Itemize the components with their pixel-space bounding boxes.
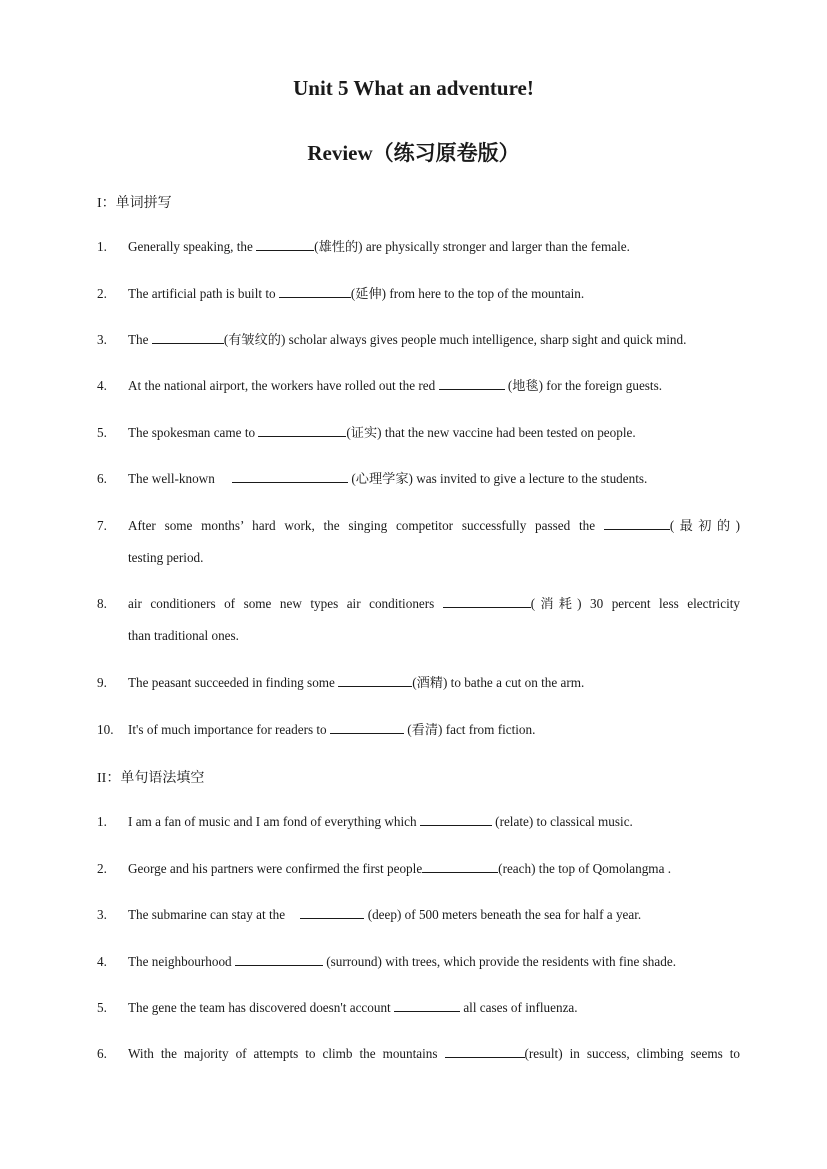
item-number: 6. (97, 1046, 107, 1061)
answer-blank[interactable] (422, 860, 498, 873)
item-text: The submarine can stay at the (128, 907, 289, 922)
item-number: 5. (97, 1000, 107, 1015)
item-number: 4. (97, 378, 107, 393)
item-number: 2. (97, 861, 107, 876)
spelling-item-5 (97, 417, 740, 449)
item-number: 10. (97, 722, 114, 737)
item-text: (证实) that the new vaccine had been tested on people. (346, 425, 636, 440)
item-text-continued: than traditional ones. (128, 628, 239, 643)
item-text: (surround) with trees, which provide the residents with fine shade. (322, 954, 676, 969)
section-heading-grammar: II：单句语法填空 (97, 771, 205, 786)
item-text: all cases of influenza. (460, 1000, 578, 1015)
answer-blank[interactable] (604, 517, 670, 530)
document-title: Unit 5 What an adventure! (293, 76, 534, 100)
spelling-item-10 (97, 714, 740, 746)
answer-blank[interactable] (235, 953, 323, 966)
item-number: 5. (97, 425, 107, 440)
item-number: 3. (97, 907, 107, 922)
item-text: The peasant succeeded in finding some (128, 675, 339, 690)
answer-blank[interactable] (338, 674, 412, 687)
item-text: The neighbourhood (128, 954, 235, 969)
item-text: The well-known (128, 471, 219, 486)
item-text: I am a fan of music and I am fond of everything which (128, 814, 420, 829)
item-text: The spokesman came to (128, 425, 259, 440)
item-text: George and his partners were confirmed the first people (128, 861, 423, 876)
answer-blank[interactable] (256, 238, 314, 251)
spelling-item-2 (97, 278, 740, 310)
item-text: The gene the team has discovered doesn't account (128, 1000, 395, 1015)
item-text: (deep) of 500 meters beneath the sea for half a year. (364, 907, 642, 922)
item-text: (reach) the top of Qomolangma . (498, 861, 672, 876)
item-number: 2. (97, 286, 107, 301)
spelling-item-9 (97, 667, 740, 699)
item-text: (地毯) for the foreign guests. (504, 378, 663, 393)
answer-blank[interactable] (300, 906, 364, 919)
answer-blank[interactable] (445, 1045, 525, 1058)
item-text: The (128, 332, 152, 347)
answer-blank[interactable] (232, 470, 348, 483)
item-number: 1. (97, 239, 107, 254)
item-text: (心理学家) was invited to give a lecture to the students. (348, 471, 648, 486)
answer-blank[interactable] (443, 595, 531, 608)
item-number: 3. (97, 332, 107, 347)
spelling-item-1 (97, 231, 740, 263)
spelling-item-7 (97, 510, 740, 574)
item-text: (雄性的) are physically stronger and larger than the female. (314, 239, 630, 254)
item-text: At the national airport, the workers have rolled out the red (128, 378, 439, 393)
item-text: After some months’ hard work, the singing competitor successfully passed the (128, 518, 604, 533)
answer-blank[interactable] (394, 999, 460, 1012)
item-text: air conditioners of some new types air conditioners (128, 596, 443, 611)
item-text: With the majority of attempts to climb the mountains (128, 1046, 445, 1061)
item-number: 7. (97, 518, 107, 533)
item-text: (最初的) (669, 518, 740, 533)
spelling-item-8 (97, 588, 740, 652)
item-number: 6. (97, 471, 107, 486)
grammar-item-4 (97, 946, 740, 978)
answer-blank[interactable] (439, 377, 505, 390)
answer-blank[interactable] (152, 331, 224, 344)
grammar-item-6 (97, 1038, 740, 1070)
grammar-item-5 (97, 992, 740, 1024)
answer-blank[interactable] (279, 285, 351, 298)
document-subtitle: Review（练习原卷版） (307, 141, 520, 165)
item-number: 4. (97, 954, 107, 969)
item-number: 9. (97, 675, 107, 690)
item-text: (result) in success, climbing seems to (524, 1046, 740, 1061)
grammar-item-1 (97, 806, 740, 838)
item-number: 1. (97, 814, 107, 829)
section-heading-spelling: I：单词拼写 (97, 196, 172, 211)
answer-blank[interactable] (258, 424, 346, 437)
item-text-continued: testing period. (128, 550, 204, 565)
item-text: (延伸) from here to the top of the mountain. (350, 286, 585, 301)
spelling-item-3 (97, 324, 740, 356)
item-text: (有皱纹的) scholar always gives people much intelligence, sharp sight and quick mind. (223, 332, 687, 347)
item-text: Generally speaking, the (128, 239, 257, 254)
grammar-item-2 (97, 853, 740, 885)
item-text: (relate) to classical music. (491, 814, 633, 829)
answer-blank[interactable] (330, 721, 404, 734)
grammar-item-3 (97, 899, 740, 931)
item-text: (看清) fact from fiction. (403, 722, 536, 737)
spelling-item-6 (97, 463, 740, 495)
item-text: (消耗) 30 percent less electricity (530, 596, 740, 611)
item-text: (酒精) to bathe a cut on the arm. (412, 675, 585, 690)
item-text: The artificial path is built to (128, 286, 279, 301)
item-number: 8. (97, 596, 107, 611)
item-text: It's of much importance for readers to (128, 722, 330, 737)
answer-blank[interactable] (420, 813, 492, 826)
spelling-item-4 (97, 370, 740, 402)
